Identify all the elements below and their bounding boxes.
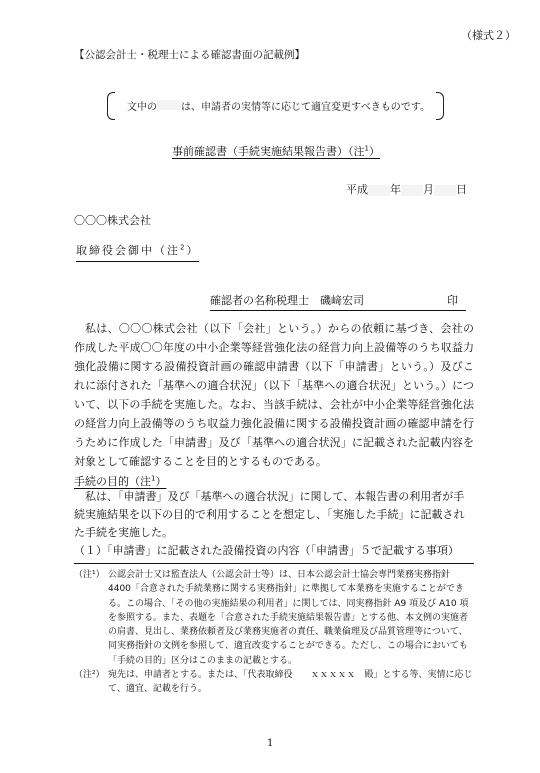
- note-ref: 1: [151, 474, 156, 483]
- note-ref: 1: [364, 144, 369, 153]
- year-placeholder: [368, 185, 390, 196]
- document-title: [172, 143, 380, 159]
- company-name: 〇〇〇株式会社: [74, 214, 151, 227]
- footnote-text: 公認会計士又は監査法人（公認会計士等）は、日本公認会計士協会専門業務実務指針 4400「合意された手続業務に関する実務指針」に準拠して本業務を実施することができる。この場合、「その他の実施結果の利用者」に関しては、同実務指針 A9 項及び A10 項を参照する。また、表題を「合意された手続実施結果報告書」とする他、本文例の実施者の肩書、見出し、業務依頼者及び業務実施者の責任、職業倫理及び品質管理等について、同実務指針の文例を参照して、適宜改変することができる。ただし、この場合においても「手続の目的」区分はこのままの記載とする。: [108, 570, 469, 666]
- section-paragraph: 私は、「申請書」及び「基準への適合状況」に関して、本報告書の利用者が手続実施結果を以下の目的で利用することを想定し、「実施した手続」に記載された手続を実施した。: [74, 490, 465, 539]
- footnote-divider: [74, 563, 474, 564]
- date-line: [346, 181, 467, 197]
- day-placeholder: [434, 185, 456, 196]
- document-title-text: 事前確認書（手続実施結果報告書）（注: [172, 145, 365, 158]
- body-text: 私は、〇〇〇株式会社（以下「会社」という。）からの依頼に基づき、会社の作成した平成〇〇年度の中小企業等経営強化法の経営力向上設備等のうち収益力強化設備に関する設備投資計画の確認申請書（以下「申請書」という。）及びこれに添付された「基準への適合状況」（以下「基準への適合状況」という。）について、以下の手続を実施した。なお、当該手続は、会社が中小企業等経営強化法の経営力向上設備等のうち収益力強化設備に関する設備投資計画の確認申請を行うために作成した「申請書」及び「基準への適合状況」に記載された記載内容を対象として確認することを目的とするものである。: [74, 322, 474, 468]
- instruction-suffix: は、申請者の実情等に応じて適宜変更すべきものです。: [181, 102, 430, 113]
- footnote-text: 宛先は、申請者とする。または、「代表取締役 ｘｘｘｘｘ 殿」とする等、実情に応じて、適宜、記載を行う。: [108, 670, 473, 695]
- addressee-text: 取締役会御中（注: [76, 244, 180, 257]
- instruction-text: [127, 98, 430, 113]
- body-paragraph: [74, 319, 474, 471]
- footnote-label: （注¹）: [74, 570, 105, 580]
- date-year-label: 年: [390, 183, 401, 196]
- note-ref: 2: [180, 243, 187, 252]
- addressee: [76, 242, 199, 262]
- document-title-close: ）: [368, 145, 380, 158]
- addressee-close: ）: [186, 244, 200, 257]
- seal-mark: 印: [447, 294, 458, 307]
- confirmer-line: [210, 292, 466, 311]
- section-item-1: （１）「申請書」に記載された設備投資の内容（「申請書」５で記載する事項）: [74, 544, 459, 557]
- date-era: 平成: [346, 183, 368, 196]
- left-bracket: [107, 92, 115, 120]
- section-heading-text: 手続の目的（注: [74, 475, 151, 488]
- header-title: 【公認会計士・税理士による確認書面の記載例】: [74, 49, 305, 61]
- form-number: （様式２）: [461, 29, 516, 42]
- section-heading: [74, 473, 166, 489]
- shaded-placeholder: [157, 100, 181, 110]
- instruction-prefix: 文中の: [127, 102, 157, 113]
- right-bracket: [436, 92, 444, 120]
- footnote-2: [74, 668, 474, 697]
- footnote-1: [74, 568, 474, 668]
- footnotes: [74, 568, 474, 697]
- instruction-note: [107, 92, 444, 120]
- section-body: [74, 488, 474, 560]
- section-heading-close: ）: [155, 475, 167, 488]
- date-day-label: 日: [456, 183, 467, 196]
- page-number: 1: [267, 738, 274, 749]
- date-month-label: 月: [423, 183, 434, 196]
- footnote-label: （注²）: [74, 670, 105, 681]
- month-placeholder: [401, 185, 423, 196]
- confirmer-name: 確認者の名称税理士 磯﨑宏司: [210, 294, 364, 307]
